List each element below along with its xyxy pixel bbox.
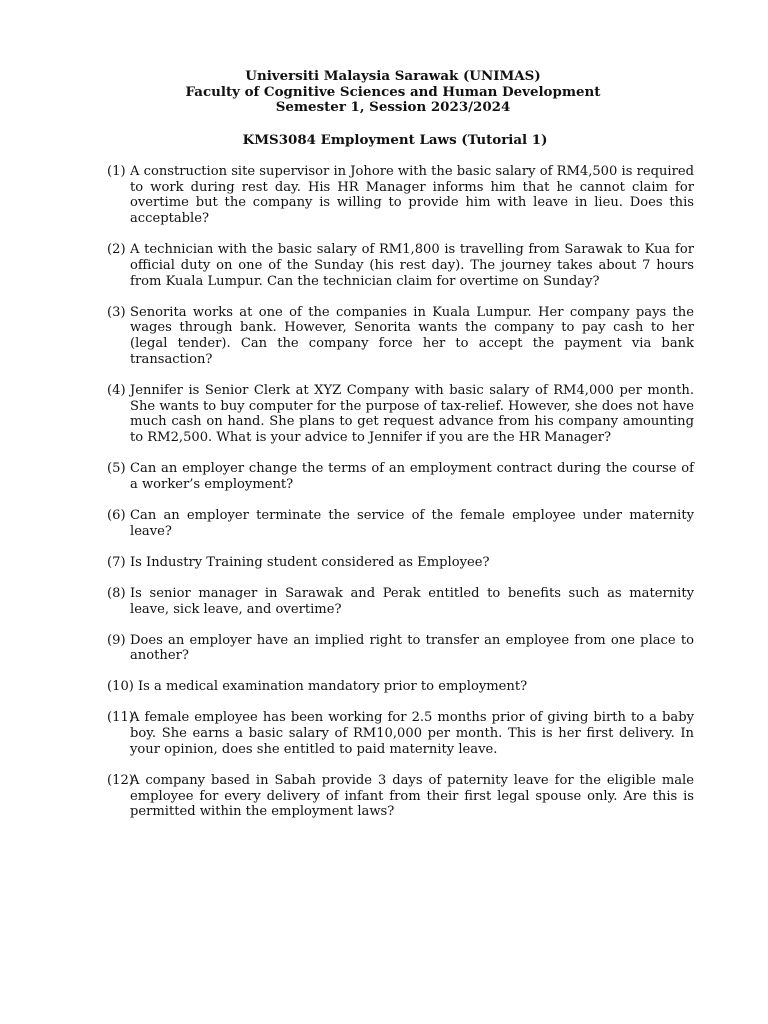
question-number: (8): [107, 585, 126, 601]
question-item: [107, 679, 694, 695]
question-number: (2): [107, 242, 126, 258]
question-item: [107, 383, 694, 446]
faculty-name: Faculty of Cognitive Sciences and Human Development: [185, 83, 601, 100]
question-number: (4): [107, 382, 126, 398]
question-number: (6): [107, 507, 126, 523]
question-number: (7): [107, 554, 126, 570]
question-text: Is a medical examination mandatory prior to employment?: [138, 679, 528, 695]
question-item: [107, 461, 694, 492]
question-text: A construction site supervisor in Johore with the basic salary of RM4,500 is required to work during rest day. His HR Manager informs him that he cannot claim for overtime but the company is willing to provide him with leave in lieu. Does this acceptable?: [130, 164, 694, 227]
question-text: A company based in Sabah provide 3 days of paternity leave for the eligible male employee for every delivery of infant from their first legal spouse only. Are this is permitted within the employment laws?: [130, 772, 694, 820]
question-list: [107, 164, 694, 835]
question-number: (9): [107, 632, 126, 648]
question-item: [107, 242, 694, 289]
question-item: [107, 773, 694, 820]
question-text: Can an employer change the terms of an employment contract during the course of a worker’s employment?: [130, 461, 694, 492]
university-name: Universiti Malaysia Sarawak (UNIMAS): [245, 68, 541, 84]
question-text: A technician with the basic salary of RM1,800 is travelling from Sarawak to Kua for official duty on one of the Sunday (his rest day). The journey takes about 7 hours from Kuala Lumpur. Can the technician claim for overtime on Sunday?: [130, 242, 694, 289]
question-text: Senorita works at one of the companies in Kuala Lumpur. Her company pays the wages through bank. However, Senorita wants the company to pay cash to her (legal tender). Can the company force her to accept the payment via bank transaction?: [130, 304, 694, 367]
question-item: [107, 710, 694, 757]
question-item: [107, 633, 694, 664]
semester-session: Semester 1, Session 2023/2024: [275, 99, 511, 116]
question-number: (5): [107, 461, 126, 477]
question-text: Is Industry Training student considered as Employee?: [130, 554, 490, 570]
question-number: (10): [107, 679, 134, 695]
question-item: [107, 555, 694, 571]
question-text: Does an employer have an implied right to transfer an employee from one place to another?: [130, 632, 694, 664]
question-number: (3): [107, 304, 126, 320]
question-number: (11): [107, 710, 134, 726]
question-number: (12): [107, 772, 134, 788]
question-text: Is senior manager in Sarawak and Perak entitled to benefits such as maternity leave, sick leave, and overtime?: [130, 585, 694, 617]
question-item: [107, 305, 694, 368]
question-text: Can an employer terminate the service of the female employee under maternity leave?: [130, 507, 694, 539]
tutorial-title: KMS3084 Employment Laws (Tutorial 1): [242, 132, 548, 148]
question-item: [107, 164, 694, 227]
document-header: [0, 69, 768, 116]
question-item: [107, 508, 694, 539]
question-text: Jennifer is Senior Clerk at XYZ Company with basic salary of RM4,000 per month. She wants to buy computer for the purpose of tax-relief. However, she does not have much cash on hand. She plans to get request advance from his company amounting to RM2,500. What is your advice to Jennifer if you are the HR Manager?: [130, 382, 694, 446]
question-number: (1): [107, 164, 126, 179]
question-item: [107, 586, 694, 617]
question-text: A female employee has been working for 2.5 months prior of giving birth to a baby boy. She earns a basic salary of RM10,000 per month. This is her first delivery. In your opinion, does she entitled to paid maternity leave.: [130, 710, 694, 757]
